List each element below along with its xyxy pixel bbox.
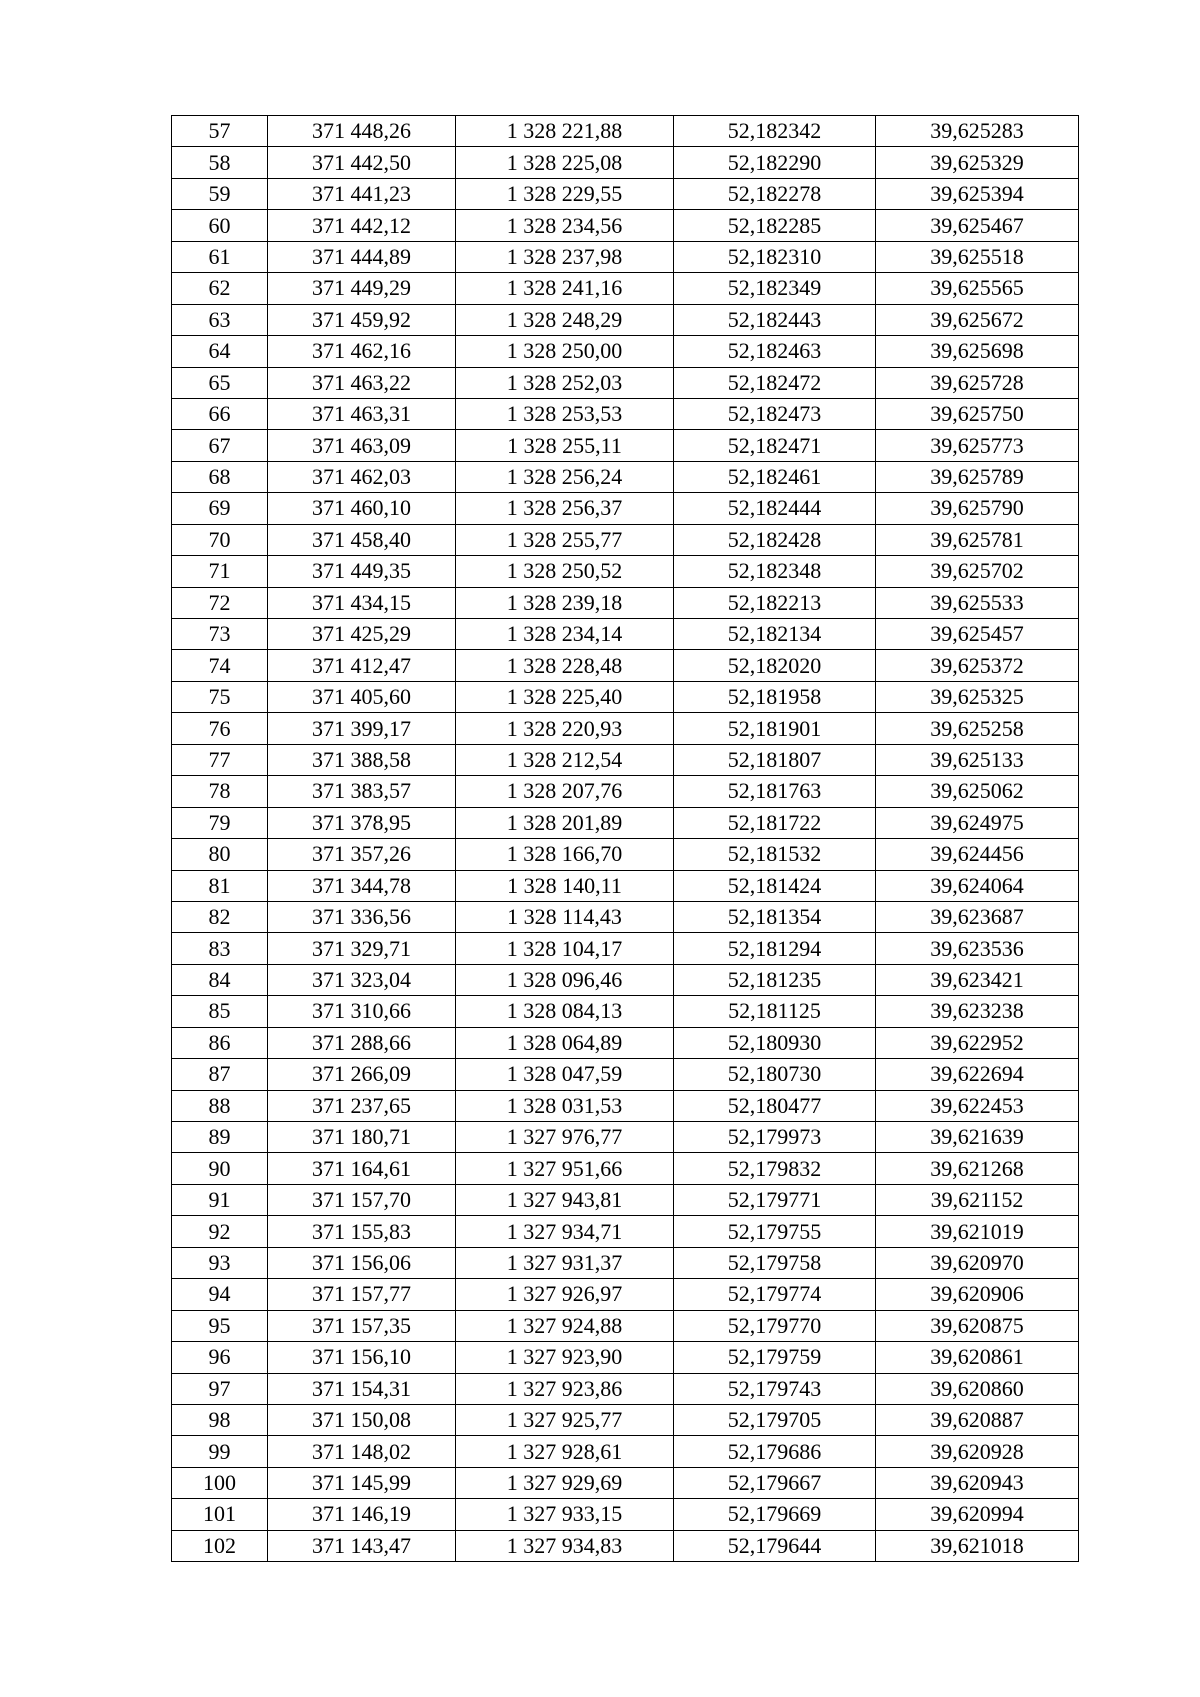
point-number-cell: 98	[172, 1404, 268, 1435]
x-coordinate-cell: 371 180,71	[268, 1122, 456, 1153]
y-coordinate-cell: 1 328 252,03	[456, 367, 674, 398]
y-coordinate-cell: 1 327 934,83	[456, 1530, 674, 1561]
x-coordinate-cell: 371 460,10	[268, 493, 456, 524]
x-coordinate-cell: 371 462,16	[268, 336, 456, 367]
table-row	[172, 1342, 1079, 1373]
x-coordinate-cell: 371 146,19	[268, 1499, 456, 1530]
table-row	[172, 807, 1079, 838]
latitude-cell: 52,181532	[674, 839, 876, 870]
y-coordinate-cell: 1 328 239,18	[456, 587, 674, 618]
y-coordinate-cell: 1 328 250,52	[456, 556, 674, 587]
table-row	[172, 1122, 1079, 1153]
y-coordinate-cell: 1 328 256,37	[456, 493, 674, 524]
longitude-cell: 39,621019	[876, 1216, 1079, 1247]
table-row	[172, 398, 1079, 429]
y-coordinate-cell: 1 327 923,90	[456, 1342, 674, 1373]
longitude-cell: 39,621018	[876, 1530, 1079, 1561]
latitude-cell: 52,182472	[674, 367, 876, 398]
table-row	[172, 524, 1079, 555]
table-row	[172, 1467, 1079, 1498]
point-number-cell: 78	[172, 776, 268, 807]
longitude-cell: 39,625283	[876, 116, 1079, 147]
longitude-cell: 39,624975	[876, 807, 1079, 838]
table-row	[172, 461, 1079, 492]
longitude-cell: 39,625258	[876, 713, 1079, 744]
table-row	[172, 210, 1079, 241]
point-number-cell: 64	[172, 336, 268, 367]
point-number-cell: 84	[172, 964, 268, 995]
table-row	[172, 1530, 1079, 1561]
latitude-cell: 52,181807	[674, 744, 876, 775]
longitude-cell: 39,625702	[876, 556, 1079, 587]
x-coordinate-cell: 371 310,66	[268, 996, 456, 1027]
point-number-cell: 73	[172, 619, 268, 650]
y-coordinate-cell: 1 328 225,08	[456, 147, 674, 178]
point-number-cell: 65	[172, 367, 268, 398]
longitude-cell: 39,620875	[876, 1310, 1079, 1341]
latitude-cell: 52,179755	[674, 1216, 876, 1247]
longitude-cell: 39,625565	[876, 273, 1079, 304]
x-coordinate-cell: 371 448,26	[268, 116, 456, 147]
longitude-cell: 39,623687	[876, 901, 1079, 932]
y-coordinate-cell: 1 327 925,77	[456, 1404, 674, 1435]
y-coordinate-cell: 1 327 926,97	[456, 1279, 674, 1310]
latitude-cell: 52,182213	[674, 587, 876, 618]
x-coordinate-cell: 371 157,70	[268, 1184, 456, 1215]
point-number-cell: 91	[172, 1184, 268, 1215]
y-coordinate-cell: 1 328 229,55	[456, 178, 674, 209]
y-coordinate-cell: 1 328 114,43	[456, 901, 674, 932]
longitude-cell: 39,620970	[876, 1247, 1079, 1278]
table-row	[172, 964, 1079, 995]
y-coordinate-cell: 1 327 924,88	[456, 1310, 674, 1341]
y-coordinate-cell: 1 328 031,53	[456, 1090, 674, 1121]
longitude-cell: 39,625329	[876, 147, 1079, 178]
y-coordinate-cell: 1 328 220,93	[456, 713, 674, 744]
x-coordinate-cell: 371 357,26	[268, 839, 456, 870]
longitude-cell: 39,620906	[876, 1279, 1079, 1310]
y-coordinate-cell: 1 328 140,11	[456, 870, 674, 901]
table-row	[172, 1436, 1079, 1467]
table-row	[172, 1373, 1079, 1404]
point-number-cell: 102	[172, 1530, 268, 1561]
latitude-cell: 52,182461	[674, 461, 876, 492]
point-number-cell: 96	[172, 1342, 268, 1373]
x-coordinate-cell: 371 399,17	[268, 713, 456, 744]
point-number-cell: 81	[172, 870, 268, 901]
y-coordinate-cell: 1 328 201,89	[456, 807, 674, 838]
x-coordinate-cell: 371 434,15	[268, 587, 456, 618]
point-number-cell: 72	[172, 587, 268, 618]
x-coordinate-cell: 371 336,56	[268, 901, 456, 932]
longitude-cell: 39,622453	[876, 1090, 1079, 1121]
longitude-cell: 39,625789	[876, 461, 1079, 492]
latitude-cell: 52,182428	[674, 524, 876, 555]
point-number-cell: 60	[172, 210, 268, 241]
x-coordinate-cell: 371 463,09	[268, 430, 456, 461]
y-coordinate-cell: 1 328 084,13	[456, 996, 674, 1027]
table-row	[172, 116, 1079, 147]
latitude-cell: 52,182020	[674, 650, 876, 681]
x-coordinate-cell: 371 288,66	[268, 1027, 456, 1058]
point-number-cell: 82	[172, 901, 268, 932]
point-number-cell: 57	[172, 116, 268, 147]
point-number-cell: 70	[172, 524, 268, 555]
point-number-cell: 87	[172, 1059, 268, 1090]
x-coordinate-cell: 371 157,35	[268, 1310, 456, 1341]
latitude-cell: 52,182290	[674, 147, 876, 178]
x-coordinate-cell: 371 442,12	[268, 210, 456, 241]
latitude-cell: 52,182134	[674, 619, 876, 650]
y-coordinate-cell: 1 328 212,54	[456, 744, 674, 775]
longitude-cell: 39,625698	[876, 336, 1079, 367]
table-row	[172, 713, 1079, 744]
longitude-cell: 39,622694	[876, 1059, 1079, 1090]
x-coordinate-cell: 371 154,31	[268, 1373, 456, 1404]
table-row	[172, 681, 1079, 712]
x-coordinate-cell: 371 164,61	[268, 1153, 456, 1184]
y-coordinate-cell: 1 328 255,77	[456, 524, 674, 555]
table-row	[172, 1059, 1079, 1090]
point-number-cell: 63	[172, 304, 268, 335]
point-number-cell: 97	[172, 1373, 268, 1404]
x-coordinate-cell: 371 449,29	[268, 273, 456, 304]
x-coordinate-cell: 371 323,04	[268, 964, 456, 995]
x-coordinate-cell: 371 150,08	[268, 1404, 456, 1435]
longitude-cell: 39,622952	[876, 1027, 1079, 1058]
y-coordinate-cell: 1 328 250,00	[456, 336, 674, 367]
table-row	[172, 1153, 1079, 1184]
point-number-cell: 79	[172, 807, 268, 838]
x-coordinate-cell: 371 143,47	[268, 1530, 456, 1561]
table-row	[172, 776, 1079, 807]
point-number-cell: 76	[172, 713, 268, 744]
point-number-cell: 90	[172, 1153, 268, 1184]
y-coordinate-cell: 1 328 237,98	[456, 241, 674, 272]
table-row	[172, 901, 1079, 932]
y-coordinate-cell: 1 328 248,29	[456, 304, 674, 335]
table-row	[172, 304, 1079, 335]
x-coordinate-cell: 371 329,71	[268, 933, 456, 964]
table-row	[172, 1247, 1079, 1278]
longitude-cell: 39,620861	[876, 1342, 1079, 1373]
y-coordinate-cell: 1 328 256,24	[456, 461, 674, 492]
latitude-cell: 52,179667	[674, 1467, 876, 1498]
y-coordinate-cell: 1 327 933,15	[456, 1499, 674, 1530]
latitude-cell: 52,182348	[674, 556, 876, 587]
point-number-cell: 58	[172, 147, 268, 178]
longitude-cell: 39,625457	[876, 619, 1079, 650]
table-row	[172, 241, 1079, 272]
y-coordinate-cell: 1 328 225,40	[456, 681, 674, 712]
latitude-cell: 52,179644	[674, 1530, 876, 1561]
latitude-cell: 52,182349	[674, 273, 876, 304]
longitude-cell: 39,625790	[876, 493, 1079, 524]
longitude-cell: 39,625750	[876, 398, 1079, 429]
latitude-cell: 52,182342	[674, 116, 876, 147]
latitude-cell: 52,179973	[674, 1122, 876, 1153]
latitude-cell: 52,180477	[674, 1090, 876, 1121]
point-number-cell: 94	[172, 1279, 268, 1310]
table-row	[172, 1216, 1079, 1247]
x-coordinate-cell: 371 266,09	[268, 1059, 456, 1090]
x-coordinate-cell: 371 459,92	[268, 304, 456, 335]
longitude-cell: 39,625062	[876, 776, 1079, 807]
y-coordinate-cell: 1 328 221,88	[456, 116, 674, 147]
point-number-cell: 71	[172, 556, 268, 587]
point-number-cell: 88	[172, 1090, 268, 1121]
x-coordinate-cell: 371 463,31	[268, 398, 456, 429]
y-coordinate-cell: 1 328 228,48	[456, 650, 674, 681]
longitude-cell: 39,623536	[876, 933, 1079, 964]
longitude-cell: 39,625518	[876, 241, 1079, 272]
latitude-cell: 52,179759	[674, 1342, 876, 1373]
point-number-cell: 62	[172, 273, 268, 304]
longitude-cell: 39,623421	[876, 964, 1079, 995]
latitude-cell: 52,179771	[674, 1184, 876, 1215]
x-coordinate-cell: 371 383,57	[268, 776, 456, 807]
latitude-cell: 52,181235	[674, 964, 876, 995]
latitude-cell: 52,179686	[674, 1436, 876, 1467]
point-number-cell: 80	[172, 839, 268, 870]
y-coordinate-cell: 1 328 253,53	[456, 398, 674, 429]
point-number-cell: 95	[172, 1310, 268, 1341]
latitude-cell: 52,181901	[674, 713, 876, 744]
latitude-cell: 52,181294	[674, 933, 876, 964]
longitude-cell: 39,620943	[876, 1467, 1079, 1498]
table-row	[172, 744, 1079, 775]
point-number-cell: 75	[172, 681, 268, 712]
latitude-cell: 52,179705	[674, 1404, 876, 1435]
x-coordinate-cell: 371 378,95	[268, 807, 456, 838]
latitude-cell: 52,182473	[674, 398, 876, 429]
latitude-cell: 52,182310	[674, 241, 876, 272]
latitude-cell: 52,181354	[674, 901, 876, 932]
table-row	[172, 933, 1079, 964]
longitude-cell: 39,620928	[876, 1436, 1079, 1467]
table-row	[172, 1279, 1079, 1310]
latitude-cell: 52,179770	[674, 1310, 876, 1341]
longitude-cell: 39,624064	[876, 870, 1079, 901]
latitude-cell: 52,181958	[674, 681, 876, 712]
table-row	[172, 493, 1079, 524]
y-coordinate-cell: 1 327 929,69	[456, 1467, 674, 1498]
latitude-cell: 52,179832	[674, 1153, 876, 1184]
table-row	[172, 1184, 1079, 1215]
point-number-cell: 100	[172, 1467, 268, 1498]
x-coordinate-cell: 371 155,83	[268, 1216, 456, 1247]
longitude-cell: 39,625467	[876, 210, 1079, 241]
latitude-cell: 52,182471	[674, 430, 876, 461]
table-row	[172, 556, 1079, 587]
x-coordinate-cell: 371 441,23	[268, 178, 456, 209]
latitude-cell: 52,179774	[674, 1279, 876, 1310]
x-coordinate-cell: 371 462,03	[268, 461, 456, 492]
latitude-cell: 52,181722	[674, 807, 876, 838]
y-coordinate-cell: 1 328 047,59	[456, 1059, 674, 1090]
point-number-cell: 69	[172, 493, 268, 524]
longitude-cell: 39,625533	[876, 587, 1079, 618]
latitude-cell: 52,179758	[674, 1247, 876, 1278]
longitude-cell: 39,623238	[876, 996, 1079, 1027]
x-coordinate-cell: 371 145,99	[268, 1467, 456, 1498]
longitude-cell: 39,625781	[876, 524, 1079, 555]
x-coordinate-cell: 371 449,35	[268, 556, 456, 587]
table-row	[172, 273, 1079, 304]
table-row	[172, 587, 1079, 618]
y-coordinate-cell: 1 328 104,17	[456, 933, 674, 964]
x-coordinate-cell: 371 412,47	[268, 650, 456, 681]
table-row	[172, 367, 1079, 398]
longitude-cell: 39,625728	[876, 367, 1079, 398]
latitude-cell: 52,181424	[674, 870, 876, 901]
latitude-cell: 52,182463	[674, 336, 876, 367]
y-coordinate-cell: 1 327 923,86	[456, 1373, 674, 1404]
longitude-cell: 39,625325	[876, 681, 1079, 712]
y-coordinate-cell: 1 328 096,46	[456, 964, 674, 995]
coordinates-table-body	[172, 116, 1079, 1562]
x-coordinate-cell: 371 463,22	[268, 367, 456, 398]
x-coordinate-cell: 371 237,65	[268, 1090, 456, 1121]
y-coordinate-cell: 1 328 207,76	[456, 776, 674, 807]
table-row	[172, 1499, 1079, 1530]
y-coordinate-cell: 1 327 928,61	[456, 1436, 674, 1467]
x-coordinate-cell: 371 344,78	[268, 870, 456, 901]
y-coordinate-cell: 1 327 976,77	[456, 1122, 674, 1153]
longitude-cell: 39,625773	[876, 430, 1079, 461]
latitude-cell: 52,182444	[674, 493, 876, 524]
latitude-cell: 52,182443	[674, 304, 876, 335]
y-coordinate-cell: 1 327 931,37	[456, 1247, 674, 1278]
latitude-cell: 52,180730	[674, 1059, 876, 1090]
point-number-cell: 83	[172, 933, 268, 964]
y-coordinate-cell: 1 328 064,89	[456, 1027, 674, 1058]
y-coordinate-cell: 1 328 234,14	[456, 619, 674, 650]
x-coordinate-cell: 371 157,77	[268, 1279, 456, 1310]
x-coordinate-cell: 371 442,50	[268, 147, 456, 178]
x-coordinate-cell: 371 156,06	[268, 1247, 456, 1278]
longitude-cell: 39,625672	[876, 304, 1079, 335]
longitude-cell: 39,620887	[876, 1404, 1079, 1435]
coordinates-table	[171, 115, 1079, 1562]
latitude-cell: 52,180930	[674, 1027, 876, 1058]
y-coordinate-cell: 1 328 255,11	[456, 430, 674, 461]
latitude-cell: 52,179743	[674, 1373, 876, 1404]
longitude-cell: 39,625133	[876, 744, 1079, 775]
table-row	[172, 1027, 1079, 1058]
x-coordinate-cell: 371 156,10	[268, 1342, 456, 1373]
longitude-cell: 39,620860	[876, 1373, 1079, 1404]
table-row	[172, 996, 1079, 1027]
x-coordinate-cell: 371 388,58	[268, 744, 456, 775]
point-number-cell: 93	[172, 1247, 268, 1278]
longitude-cell: 39,625372	[876, 650, 1079, 681]
point-number-cell: 59	[172, 178, 268, 209]
point-number-cell: 67	[172, 430, 268, 461]
longitude-cell: 39,621152	[876, 1184, 1079, 1215]
y-coordinate-cell: 1 328 166,70	[456, 839, 674, 870]
longitude-cell: 39,621639	[876, 1122, 1079, 1153]
longitude-cell: 39,620994	[876, 1499, 1079, 1530]
longitude-cell: 39,625394	[876, 178, 1079, 209]
y-coordinate-cell: 1 327 943,81	[456, 1184, 674, 1215]
table-row	[172, 430, 1079, 461]
point-number-cell: 99	[172, 1436, 268, 1467]
latitude-cell: 52,179669	[674, 1499, 876, 1530]
x-coordinate-cell: 371 148,02	[268, 1436, 456, 1467]
point-number-cell: 85	[172, 996, 268, 1027]
y-coordinate-cell: 1 328 241,16	[456, 273, 674, 304]
latitude-cell: 52,182285	[674, 210, 876, 241]
y-coordinate-cell: 1 328 234,56	[456, 210, 674, 241]
longitude-cell: 39,621268	[876, 1153, 1079, 1184]
point-number-cell: 61	[172, 241, 268, 272]
latitude-cell: 52,181763	[674, 776, 876, 807]
point-number-cell: 74	[172, 650, 268, 681]
table-row	[172, 147, 1079, 178]
point-number-cell: 66	[172, 398, 268, 429]
table-row	[172, 870, 1079, 901]
longitude-cell: 39,624456	[876, 839, 1079, 870]
point-number-cell: 89	[172, 1122, 268, 1153]
point-number-cell: 77	[172, 744, 268, 775]
table-row	[172, 1090, 1079, 1121]
x-coordinate-cell: 371 425,29	[268, 619, 456, 650]
point-number-cell: 101	[172, 1499, 268, 1530]
table-row	[172, 178, 1079, 209]
y-coordinate-cell: 1 327 934,71	[456, 1216, 674, 1247]
x-coordinate-cell: 371 444,89	[268, 241, 456, 272]
table-row	[172, 839, 1079, 870]
table-row	[172, 650, 1079, 681]
table-row	[172, 1404, 1079, 1435]
point-number-cell: 68	[172, 461, 268, 492]
latitude-cell: 52,182278	[674, 178, 876, 209]
table-row	[172, 336, 1079, 367]
x-coordinate-cell: 371 458,40	[268, 524, 456, 555]
y-coordinate-cell: 1 327 951,66	[456, 1153, 674, 1184]
table-row	[172, 619, 1079, 650]
latitude-cell: 52,181125	[674, 996, 876, 1027]
point-number-cell: 86	[172, 1027, 268, 1058]
table-row	[172, 1310, 1079, 1341]
x-coordinate-cell: 371 405,60	[268, 681, 456, 712]
point-number-cell: 92	[172, 1216, 268, 1247]
